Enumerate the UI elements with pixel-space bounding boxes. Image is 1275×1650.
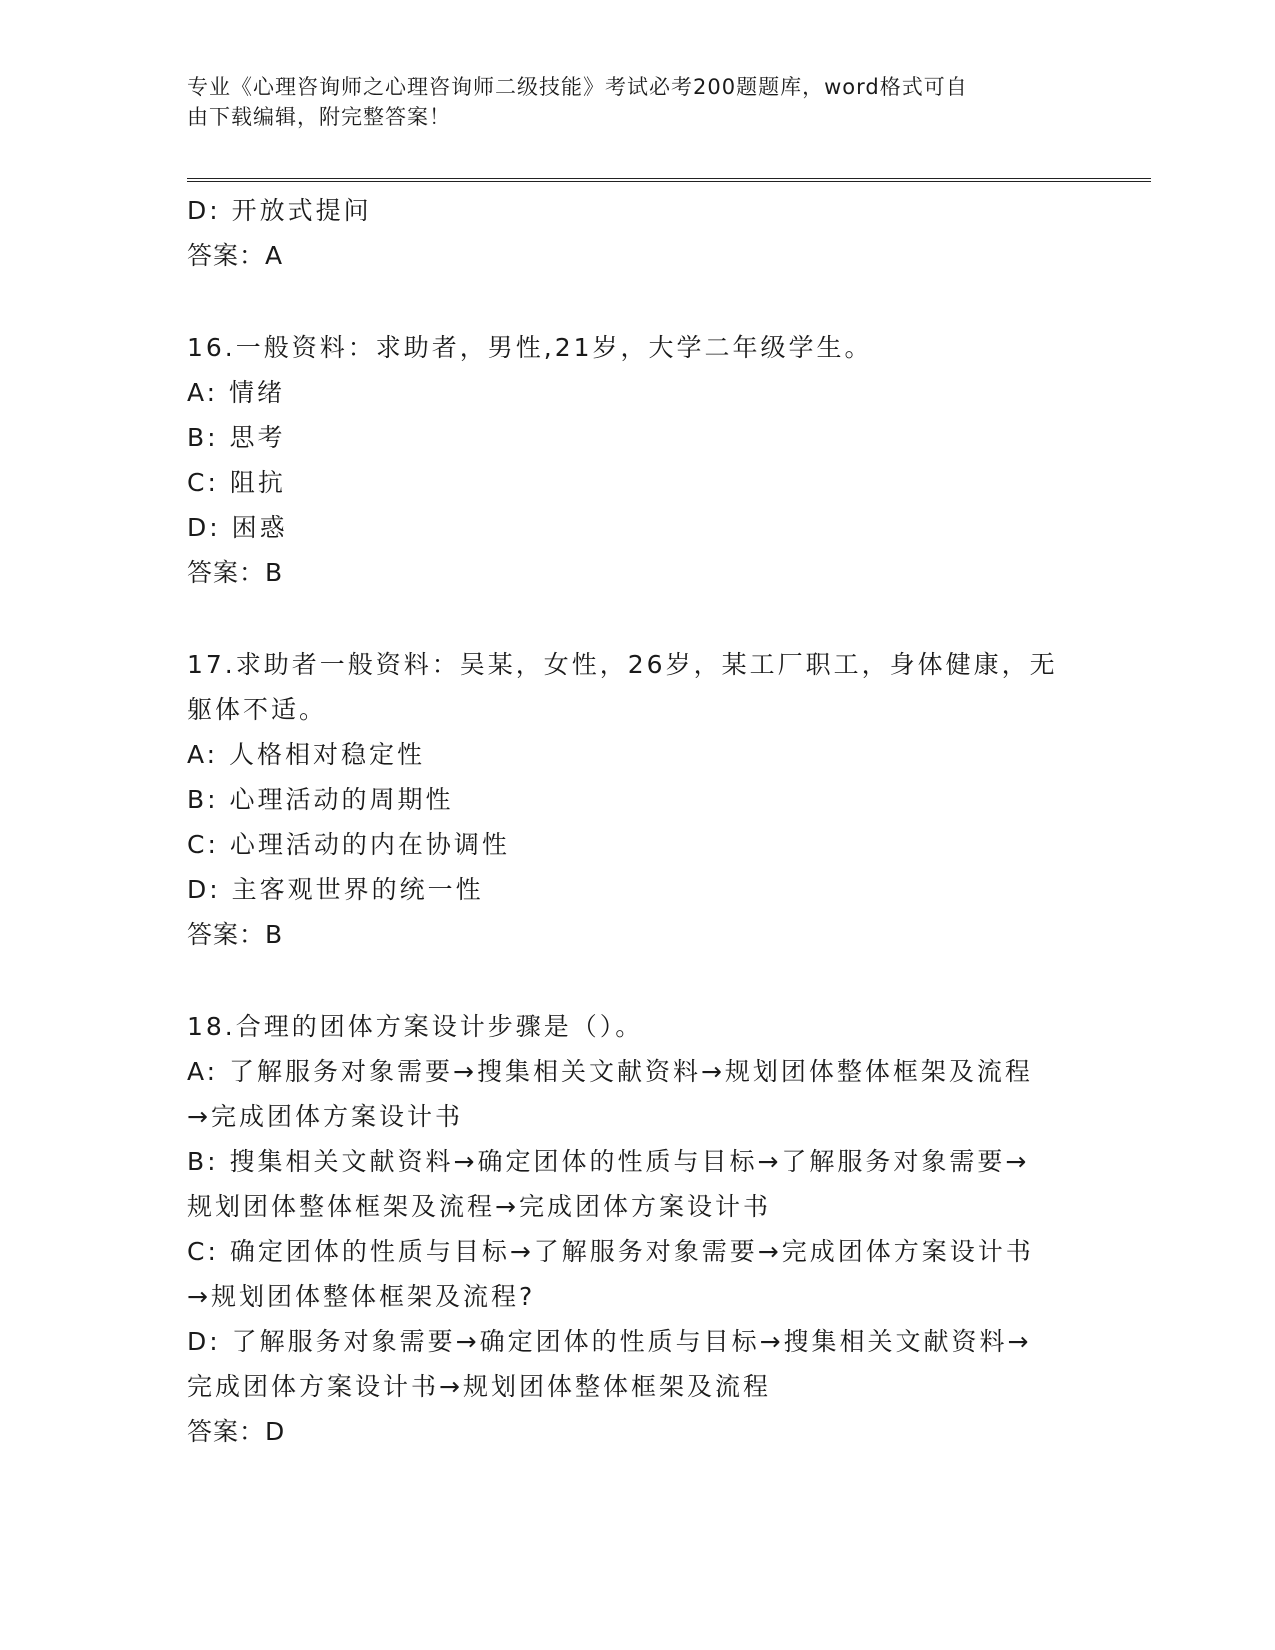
spacer [187,957,1087,1004]
spacer [187,278,1087,325]
option-a-cont: →完成团体方案设计书 [187,1102,463,1131]
option-c: C: 心理活动的内在协调性 [187,830,510,859]
option-c-cont: →规划团体整体框架及流程? [187,1282,536,1311]
question-content [187,188,1087,1454]
question-15-tail [187,188,1087,278]
option-d: D: 主客观世界的统一性 [187,875,484,904]
option-d-cont: 完成团体方案设计书→规划团体整体框架及流程 [187,1372,771,1401]
option-b: B: 心理活动的周期性 [187,785,454,814]
spacer [187,595,1087,642]
option-a: A: 了解服务对象需要→搜集相关文献资料→规划团体整体框架及流程 [187,1057,1033,1086]
document-header [187,72,1087,132]
option-d: D: 困惑 [187,513,288,542]
option-b-cont: 规划团体整体框架及流程→完成团体方案设计书 [187,1192,771,1221]
answer-line: 答案：D [187,1417,286,1446]
question-stem: 17.求助者一般资料：吴某，女性，26岁，某工厂职工，身体健康，无 [187,650,1058,679]
option-c: C: 阻抗 [187,468,286,497]
question-stem: 18.合理的团体方案设计步骤是（）。 [187,1012,644,1041]
answer-line: 答案：B [187,920,284,949]
question-stem: 16.一般资料：求助者，男性,21岁，大学二年级学生。 [187,333,873,362]
question-17 [187,642,1087,957]
option-d: D: 开放式提问 [187,196,372,225]
option-b: B: 思考 [187,423,286,452]
option-a: A: 人格相对稳定性 [187,740,426,769]
question-16 [187,325,1087,595]
option-d: D: 了解服务对象需要→确定团体的性质与目标→搜集相关文献资料→ [187,1327,1032,1356]
header-divider [187,178,1151,182]
option-b: B: 搜集相关文献资料→确定团体的性质与目标→了解服务对象需要→ [187,1147,1030,1176]
option-a: A: 情绪 [187,378,286,407]
header-line-2: 由下载编辑，附完整答案！ [187,105,451,129]
question-stem-cont: 躯体不适。 [187,695,328,724]
answer-line: 答案：B [187,558,284,587]
option-c: C: 确定团体的性质与目标→了解服务对象需要→完成团体方案设计书 [187,1237,1034,1266]
question-18 [187,1004,1087,1454]
answer-line: 答案：A [187,241,284,270]
header-line-1: 专业《心理咨询师之心理咨询师二级技能》考试必考200题题库，word格式可自 [187,75,968,99]
